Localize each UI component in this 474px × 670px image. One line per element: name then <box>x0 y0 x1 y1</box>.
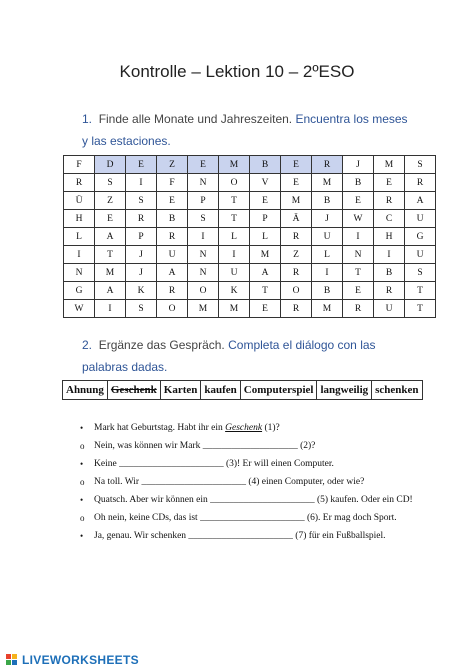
word-search-grid <box>63 155 436 318</box>
word-bank-item: Geschenk <box>107 381 160 400</box>
grid-cell[interactable]: L <box>64 228 95 246</box>
circle-bullet-icon: o <box>80 513 85 523</box>
grid-cell[interactable]: R <box>343 300 374 318</box>
grid-cell[interactable]: R <box>64 174 95 192</box>
dialogue-text-end: ______________________ (7) für ein Fußballspiel. <box>188 531 386 541</box>
dialogue-text: Nein, was können wir Mark <box>94 441 203 451</box>
question-2-number: 2. <box>82 338 93 352</box>
grid-cell[interactable]: S <box>126 192 157 210</box>
grid-cell[interactable]: T <box>219 192 250 210</box>
grid-cell[interactable]: L <box>312 246 343 264</box>
grid-cell[interactable]: T <box>405 300 436 318</box>
grid-cell[interactable]: E <box>281 156 312 174</box>
grid-cell[interactable]: C <box>374 210 405 228</box>
grid-cell[interactable]: Z <box>95 192 126 210</box>
grid-cell[interactable]: E <box>95 210 126 228</box>
grid-cell[interactable]: G <box>64 282 95 300</box>
grid-cell[interactable]: H <box>64 210 95 228</box>
word-bank-item: Karten <box>160 381 201 400</box>
question-2-german: Ergänze das Gespräch. <box>98 338 225 352</box>
grid-cell[interactable]: J <box>126 246 157 264</box>
grid-cell[interactable]: M <box>95 264 126 282</box>
grid-cell[interactable]: R <box>374 282 405 300</box>
question-1 <box>82 108 412 152</box>
dialogue-line <box>78 458 418 470</box>
question-1-german: Finde alle Monate und Jahreszeiten. <box>98 112 293 126</box>
grid-cell[interactable]: R <box>157 282 188 300</box>
liveworksheets-logo <box>6 653 139 667</box>
question-1-spanish: Encuentra los meses y las estaciones. <box>82 112 408 148</box>
grid-cell[interactable]: P <box>250 210 281 228</box>
grid-row <box>64 246 436 264</box>
bullet-icon: • <box>80 459 84 469</box>
question-1-number: 1. <box>82 112 93 126</box>
grid-cell[interactable]: E <box>157 192 188 210</box>
grid-cell[interactable]: L <box>250 228 281 246</box>
grid-cell[interactable]: T <box>250 282 281 300</box>
grid-cell[interactable]: M <box>219 300 250 318</box>
grid-cell[interactable]: I <box>126 174 157 192</box>
grid-cell[interactable]: W <box>343 210 374 228</box>
grid-cell[interactable]: M <box>219 156 250 174</box>
word-bank <box>62 380 423 400</box>
grid-cell[interactable]: A <box>95 282 126 300</box>
grid-cell[interactable]: P <box>126 228 157 246</box>
bullet-icon: • <box>80 423 84 433</box>
grid-cell[interactable]: T <box>405 282 436 300</box>
logo-icon <box>6 654 18 666</box>
grid-cell[interactable]: S <box>188 210 219 228</box>
grid-cell[interactable]: E <box>343 192 374 210</box>
grid-cell[interactable]: I <box>64 246 95 264</box>
word-bank-item: Ahnung <box>63 381 108 400</box>
word-bank-item: kaufen <box>201 381 240 400</box>
grid-cell[interactable]: R <box>281 300 312 318</box>
circle-bullet-icon: o <box>80 441 85 451</box>
grid-cell[interactable]: F <box>157 174 188 192</box>
dialogue-text-end: ____________________ (2)? <box>202 441 316 451</box>
grid-cell[interactable]: I <box>95 300 126 318</box>
dialogue-text-end: ______________________ (5) kaufen. Oder ein CD! <box>210 495 413 505</box>
grid-cell[interactable]: E <box>374 174 405 192</box>
grid-cell[interactable]: N <box>188 264 219 282</box>
dialogue-line <box>78 476 418 488</box>
grid-cell[interactable]: Ä <box>281 210 312 228</box>
grid-cell[interactable]: U <box>405 210 436 228</box>
grid-cell[interactable]: K <box>219 282 250 300</box>
grid-cell[interactable]: O <box>219 174 250 192</box>
grid-row <box>64 174 436 192</box>
grid-cell[interactable]: S <box>405 156 436 174</box>
grid-cell[interactable]: B <box>374 264 405 282</box>
grid-row <box>64 282 436 300</box>
grid-cell[interactable]: V <box>250 174 281 192</box>
word-bank-item: langweilig <box>317 381 372 400</box>
grid-cell[interactable]: U <box>219 264 250 282</box>
grid-cell[interactable]: U <box>405 246 436 264</box>
bullet-icon: • <box>80 531 84 541</box>
grid-row <box>64 156 436 174</box>
grid-cell[interactable]: N <box>188 246 219 264</box>
grid-cell[interactable]: B <box>157 210 188 228</box>
grid-cell[interactable]: T <box>219 210 250 228</box>
grid-row <box>64 192 436 210</box>
dialogue-text-end: (1)? <box>262 423 280 433</box>
dialogue-text: Oh nein, keine CDs, das ist <box>94 513 201 523</box>
grid-cell[interactable]: E <box>188 156 219 174</box>
dialogue-text: Keine <box>94 459 120 469</box>
grid-cell[interactable]: R <box>157 228 188 246</box>
grid-cell[interactable]: M <box>374 156 405 174</box>
footer <box>0 652 474 670</box>
grid-row <box>64 228 436 246</box>
grid-cell[interactable]: O <box>188 282 219 300</box>
circle-bullet-icon: o <box>80 477 85 487</box>
grid-cell[interactable]: E <box>281 174 312 192</box>
grid-cell[interactable]: B <box>312 192 343 210</box>
question-2 <box>82 334 412 378</box>
question-2-spanish: Completa el diálogo con las palabras dadas. <box>82 338 376 374</box>
grid-cell[interactable]: J <box>343 156 374 174</box>
grid-row <box>64 210 436 228</box>
grid-cell[interactable]: E <box>250 192 281 210</box>
grid-cell[interactable]: R <box>312 156 343 174</box>
grid-cell[interactable]: U <box>374 300 405 318</box>
grid-cell[interactable]: U <box>157 246 188 264</box>
grid-cell[interactable]: B <box>312 282 343 300</box>
grid-cell[interactable]: L <box>219 228 250 246</box>
grid-cell[interactable]: N <box>64 264 95 282</box>
grid-row <box>64 300 436 318</box>
dialogue-line <box>78 530 418 542</box>
grid-cell[interactable]: S <box>95 174 126 192</box>
grid-cell[interactable]: Ü <box>64 192 95 210</box>
dialogue-text: Na toll. Wir <box>94 477 142 487</box>
grid-cell[interactable]: T <box>343 264 374 282</box>
dialogue-text: Ja, genau. Wir schenken <box>94 531 189 541</box>
grid-cell[interactable]: F <box>64 156 95 174</box>
grid-cell[interactable]: R <box>374 192 405 210</box>
grid-cell[interactable]: Z <box>157 156 188 174</box>
grid-cell[interactable]: B <box>343 174 374 192</box>
grid-cell[interactable]: U <box>312 228 343 246</box>
grid-cell[interactable]: M <box>281 192 312 210</box>
grid-cell[interactable]: A <box>157 264 188 282</box>
grid-cell[interactable]: I <box>188 228 219 246</box>
grid-cell[interactable]: I <box>374 246 405 264</box>
grid-cell[interactable]: N <box>188 174 219 192</box>
grid-cell[interactable]: E <box>250 300 281 318</box>
grid-row <box>64 264 436 282</box>
dialogue-line <box>78 512 418 524</box>
grid-cell[interactable]: J <box>126 264 157 282</box>
grid-cell[interactable]: E <box>126 156 157 174</box>
grid-cell[interactable]: A <box>95 228 126 246</box>
grid-cell[interactable]: R <box>405 174 436 192</box>
grid-cell[interactable]: A <box>405 192 436 210</box>
answer-field[interactable]: Geschenk <box>225 423 263 433</box>
bullet-icon: • <box>80 495 84 505</box>
grid-cell[interactable]: R <box>281 264 312 282</box>
word-bank-item: Computerspiel <box>240 381 317 400</box>
dialogue-text-end: ______________________ (3)! Er will einen Computer. <box>119 459 334 469</box>
dialogue-text-end: ______________________ (6). Er mag doch Sport. <box>200 513 397 523</box>
grid-cell[interactable]: S <box>126 300 157 318</box>
grid-cell[interactable]: N <box>343 246 374 264</box>
dialogue-line <box>78 422 418 434</box>
dialogue-text-end: ______________________ (4) einen Computer, oder wie? <box>141 477 365 487</box>
dialogue-line <box>78 494 418 506</box>
dialogue <box>78 422 418 548</box>
grid-cell[interactable]: J <box>312 210 343 228</box>
grid-cell[interactable]: W <box>64 300 95 318</box>
dialogue-text: Mark hat Geburtstag. Habt ihr ein <box>94 423 226 433</box>
grid-cell[interactable]: P <box>188 192 219 210</box>
grid-cell[interactable]: B <box>250 156 281 174</box>
page-title: Kontrolle – Lektion 10 – 2ºESO <box>119 62 355 81</box>
dialogue-line <box>78 440 418 452</box>
grid-cell[interactable]: I <box>343 228 374 246</box>
logo-text: LIVEWORKSHEETS <box>22 653 139 667</box>
grid-cell[interactable]: A <box>250 264 281 282</box>
grid-cell[interactable]: D <box>95 156 126 174</box>
grid-cell[interactable]: M <box>250 246 281 264</box>
grid-cell[interactable]: K <box>126 282 157 300</box>
grid-cell[interactable]: R <box>281 228 312 246</box>
grid-cell[interactable]: I <box>219 246 250 264</box>
grid-cell[interactable]: T <box>95 246 126 264</box>
grid-cell[interactable]: R <box>126 210 157 228</box>
grid-cell[interactable]: S <box>405 264 436 282</box>
grid-cell[interactable]: H <box>374 228 405 246</box>
grid-cell[interactable]: O <box>281 282 312 300</box>
grid-cell[interactable]: M <box>188 300 219 318</box>
grid-cell[interactable]: M <box>312 300 343 318</box>
dialogue-text: Quatsch. Aber wir können ein <box>94 495 211 505</box>
word-bank-item: schenken <box>372 381 422 400</box>
grid-cell[interactable]: Z <box>281 246 312 264</box>
grid-cell[interactable]: E <box>343 282 374 300</box>
grid-cell[interactable]: G <box>405 228 436 246</box>
grid-cell[interactable]: O <box>157 300 188 318</box>
grid-cell[interactable]: M <box>312 174 343 192</box>
grid-cell[interactable]: I <box>312 264 343 282</box>
